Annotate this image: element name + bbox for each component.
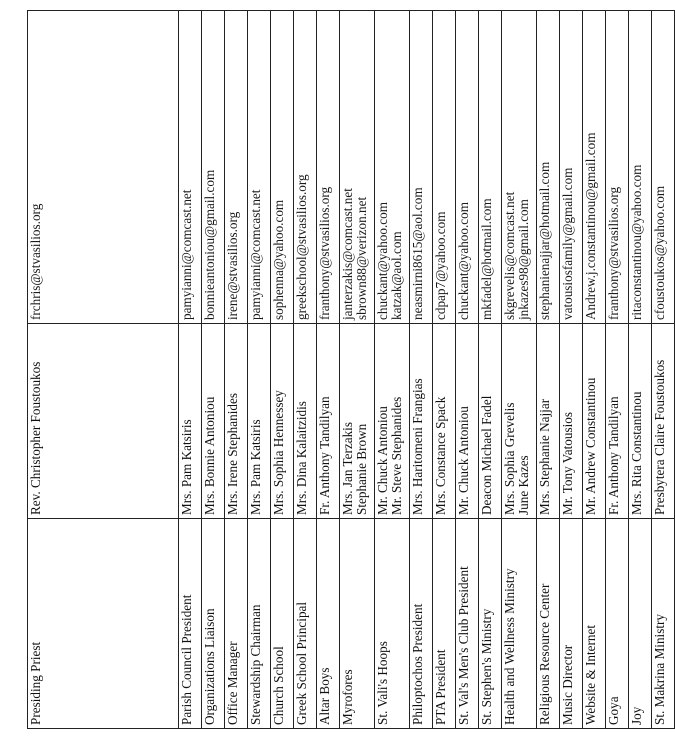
ministry-cell — [179, 519, 202, 729]
contact-name: Mrs. Pam Katsiris — [179, 419, 194, 515]
contact-name: Mrs. Sophia Grevelis — [502, 402, 517, 515]
email-address[interactable]: frchris@stvasilios.org — [28, 203, 43, 320]
table-row — [179, 11, 202, 729]
table-row — [583, 11, 606, 729]
contact-name: Mr. Andrew Constantinou — [583, 377, 598, 515]
contact-name: Mr. Chuck Antoniou — [375, 406, 390, 515]
ministry-name: Office Manager — [225, 641, 240, 725]
ministry-cell — [560, 519, 583, 729]
contact-name: Fr. Anthony Tandilyan — [606, 396, 621, 515]
email-cell — [179, 11, 202, 324]
table-row — [606, 11, 629, 729]
table-row — [479, 11, 502, 729]
ministry-cell — [537, 519, 560, 729]
contact-cell — [271, 324, 294, 519]
ministry-name: St. Val's Men's Club President — [456, 566, 471, 725]
ministry-name: St. Stephen's Ministry — [479, 608, 494, 725]
contact-name: Mrs. Bonnie Antoniou — [202, 396, 217, 515]
email-cell — [433, 11, 456, 324]
table-row — [202, 11, 225, 729]
email-cell — [629, 11, 652, 324]
contact-name: June Kazes — [516, 455, 531, 515]
email-address[interactable]: franthony@stvasilios.org — [606, 186, 621, 320]
email-address[interactable]: skgrevelis@comcast.net — [502, 191, 517, 320]
ministry-cell — [479, 519, 502, 729]
ministry-name: Religious Resource Center — [537, 583, 552, 725]
contact-cell — [340, 324, 375, 519]
email-address[interactable]: bonnieantoniou@gmail.com — [202, 169, 217, 320]
table-row — [340, 11, 375, 729]
email-cell — [652, 11, 675, 324]
ministry-name: Church School — [271, 646, 286, 725]
email-address[interactable]: chuckant@yahoo.com — [375, 202, 390, 320]
contact-cell — [479, 324, 502, 519]
email-address[interactable]: stephanienajjar@hotmail.com — [537, 161, 552, 320]
ministry-cell — [28, 519, 179, 729]
ministry-name: Myrofores — [340, 669, 355, 725]
contact-cell — [537, 324, 560, 519]
contact-name: Mrs. Pam Katsiris — [248, 419, 263, 515]
ministry-name: Stewardship Chairman — [248, 604, 263, 725]
contact-cell — [433, 324, 456, 519]
ministry-name: Health and Wellness Ministry — [502, 568, 517, 725]
email-cell — [410, 11, 433, 324]
contact-cell — [629, 324, 652, 519]
contact-name: Fr. Anthony Tandilyan — [317, 396, 332, 515]
contact-name: Rev. Christopher Foustoukos — [28, 361, 43, 515]
contact-name: Mrs. Jan Terzakis — [340, 422, 355, 515]
ministry-cell — [317, 519, 340, 729]
ministry-contacts-table — [27, 10, 675, 729]
contact-cell — [179, 324, 202, 519]
ministry-cell — [652, 519, 675, 729]
email-cell — [456, 11, 479, 324]
table-row — [248, 11, 271, 729]
email-cell — [606, 11, 629, 324]
ministry-cell — [248, 519, 271, 729]
contact-name: Mr. Tony Vatousios — [560, 411, 575, 515]
ministry-cell — [606, 519, 629, 729]
rotated-table-wrapper — [27, 11, 675, 729]
email-cell — [248, 11, 271, 324]
ministry-name: Greek School Principal — [294, 601, 309, 725]
contact-cell — [456, 324, 479, 519]
table-row — [28, 11, 179, 729]
email-cell — [317, 11, 340, 324]
contact-cell — [560, 324, 583, 519]
contact-name: Mrs. Haritomeni Frangias — [410, 378, 425, 515]
ministry-name: Joy — [629, 706, 644, 725]
table-row — [225, 11, 248, 729]
contact-cell — [202, 324, 225, 519]
email-cell — [340, 11, 375, 324]
ministry-cell — [225, 519, 248, 729]
email-cell — [537, 11, 560, 324]
ministry-name: Presiding Priest — [28, 641, 43, 725]
table-row — [456, 11, 479, 729]
contact-name: Mrs. Constance Spack — [433, 396, 448, 515]
email-cell — [225, 11, 248, 324]
table-row — [294, 11, 317, 729]
email-cell — [375, 11, 410, 324]
ministry-name: Organizations Liaison — [202, 608, 217, 725]
table-row — [502, 11, 537, 729]
email-address[interactable]: katzak@aol.com — [389, 231, 404, 320]
email-address[interactable]: janterzakis@comcast.net — [340, 188, 355, 320]
ministry-name: Altar Boys — [317, 667, 332, 725]
contact-name: Mrs. Irene Stephanides — [225, 393, 240, 515]
ministry-cell — [583, 519, 606, 729]
table-row — [560, 11, 583, 729]
contact-cell — [248, 324, 271, 519]
ministry-name: Music Director — [560, 644, 575, 725]
email-address[interactable]: sophenna@yahoo.com — [271, 199, 286, 320]
email-cell — [502, 11, 537, 324]
contact-name: Deacon Michael Fadel — [479, 395, 494, 515]
ministry-cell — [375, 519, 410, 729]
table-row — [537, 11, 560, 729]
email-address[interactable]: mkfadel@hotmail.com — [479, 198, 494, 320]
ministry-name: Goya — [606, 696, 621, 725]
ministry-name: St. Vali's Hoops — [375, 641, 390, 725]
table-row — [317, 11, 340, 729]
email-address[interactable]: pamyianni@comcast.net — [179, 189, 194, 320]
contact-name: Mr. Steve Stephanides — [389, 396, 404, 515]
email-address[interactable]: irene@stvasilios.org — [225, 211, 240, 320]
email-address[interactable]: vatousiosfamily@gmail.com — [560, 167, 575, 320]
table-row — [629, 11, 652, 729]
email-address[interactable]: ritaconstantinou@yahoo.com — [629, 164, 644, 320]
ministry-name: Philoptochos President — [410, 603, 425, 725]
email-cell — [271, 11, 294, 324]
contact-cell — [410, 324, 433, 519]
email-address[interactable]: franthony@stvasilios.org — [317, 186, 332, 320]
ministry-cell — [271, 519, 294, 729]
contact-name: Mrs. Stephanie Najjar — [537, 398, 552, 515]
contact-cell — [28, 324, 179, 519]
contact-name: Mrs. Dina Kalaitzidis — [294, 401, 309, 515]
ministry-cell — [294, 519, 317, 729]
table-row — [433, 11, 456, 729]
ministry-name: Parish Council President — [179, 594, 194, 725]
contact-cell — [606, 324, 629, 519]
contact-cell — [225, 324, 248, 519]
email-address[interactable]: neasmirni8615@aol.com — [410, 187, 425, 320]
contact-cell — [583, 324, 606, 519]
email-cell — [294, 11, 317, 324]
ministry-name: PTA President — [433, 649, 448, 725]
table-row — [271, 11, 294, 729]
ministry-cell — [340, 519, 375, 729]
contact-name: Presbytera Claire Foustoukos — [652, 359, 667, 515]
ministry-cell — [502, 519, 537, 729]
email-address[interactable]: chuckant@yahoo.com — [456, 202, 471, 320]
email-cell — [583, 11, 606, 324]
email-address[interactable]: pamyianni@comcast.net — [248, 189, 263, 320]
table-row — [652, 11, 675, 729]
contact-name: Mrs. Sophia Hennessey — [271, 390, 286, 515]
table-row — [375, 11, 410, 729]
table-row — [410, 11, 433, 729]
ministry-cell — [202, 519, 225, 729]
email-address[interactable]: sbrown88@verizon.net — [354, 196, 369, 320]
email-address[interactable]: greekschool@stvasilios.org — [294, 174, 309, 320]
email-address[interactable]: cfoustoukos@yahoo.com — [652, 185, 667, 320]
contact-name: Mr. Chuck Antoniou — [456, 406, 471, 515]
email-cell — [479, 11, 502, 324]
email-cell — [560, 11, 583, 324]
contact-cell — [294, 324, 317, 519]
ministry-cell — [456, 519, 479, 729]
ministry-cell — [629, 519, 652, 729]
ministry-cell — [410, 519, 433, 729]
contact-cell — [502, 324, 537, 519]
contact-cell — [317, 324, 340, 519]
contact-name: Mrs. Rita Constantinou — [629, 391, 644, 515]
email-address[interactable]: jnkazes98@gmail.com — [516, 199, 531, 320]
contact-cell — [375, 324, 410, 519]
email-cell — [202, 11, 225, 324]
email-cell — [28, 11, 179, 324]
email-address[interactable]: Andrew.j.constantinou@gmail.com — [583, 132, 598, 320]
ministry-name: St. Makrina Ministry — [652, 614, 667, 725]
contact-cell — [652, 324, 675, 519]
ministry-cell — [433, 519, 456, 729]
ministry-name: Website & Internet — [583, 624, 598, 725]
contact-name: Stephanie Brown — [354, 423, 369, 515]
email-address[interactable]: cdpap7@yahoo.com — [433, 211, 448, 320]
